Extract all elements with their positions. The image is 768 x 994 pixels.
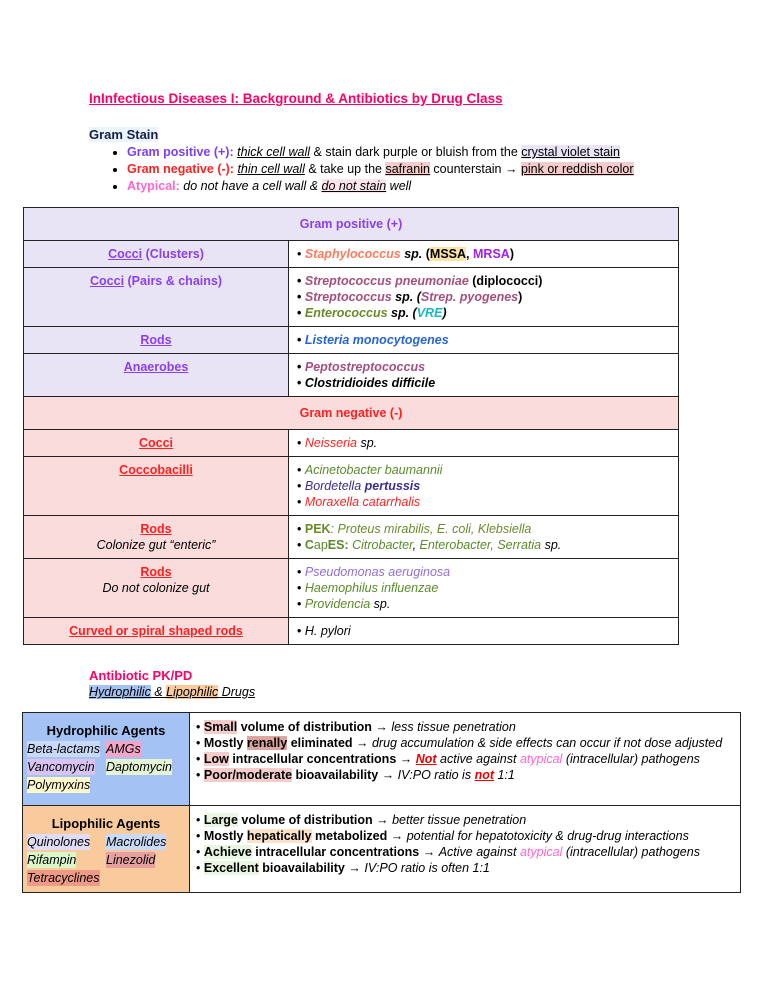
text: →	[419, 845, 439, 859]
text: Moraxella catarrhalis	[304, 495, 421, 509]
text: VRE	[416, 306, 443, 320]
table-row	[23, 713, 741, 806]
text: eliminated	[287, 736, 353, 750]
text: Listeria monocytogenes	[304, 333, 449, 347]
text: Bordetella	[304, 479, 365, 493]
list-item	[127, 144, 634, 161]
lipophilic-agents-cell	[23, 806, 190, 893]
row-label	[24, 327, 289, 354]
text: intracellular concentrations	[251, 845, 420, 859]
text: intracellular concentrations	[228, 752, 397, 766]
text: Large	[203, 813, 238, 827]
drug-list	[27, 741, 185, 793]
row-content: • PEK: Proteus mirabilis, E. coli, Klebsiella • CapES: Citrobacter, Enterobacter, Serratia sp.	[289, 516, 679, 559]
hydrophilic-agents-cell	[23, 713, 190, 806]
text: thick cell wall	[237, 145, 311, 159]
text: (Clusters)	[142, 247, 204, 261]
row-content: • Listeria monocytogenes	[289, 327, 679, 354]
pkpd-heading: Antibiotic PK/PD	[89, 668, 193, 683]
row-content: • Acinetobacter baumannii • Bordetella pertussis • Moraxella catarrhalis	[289, 457, 679, 516]
text: →	[371, 720, 392, 734]
gram-stain-heading: Gram Stain	[89, 127, 159, 142]
text: sp.	[370, 597, 391, 611]
text: well	[386, 179, 412, 193]
text: IV:PO ratio is	[397, 768, 475, 782]
text: Streptococcus	[304, 290, 392, 304]
text: Curved or spiral shaped rods	[69, 624, 243, 638]
text: (intracellular) pathogens	[562, 845, 700, 859]
table-row	[24, 241, 679, 268]
hydrophilic-title: Hydrophilic Agents	[46, 723, 166, 738]
text: active against	[436, 752, 520, 766]
text: Low	[203, 752, 229, 766]
drug: Quinolones	[27, 835, 91, 849]
text: Poor/moderate	[203, 768, 293, 782]
drug: AMGs	[106, 742, 141, 756]
text: do not have a cell wall &	[179, 179, 322, 193]
row-label	[24, 457, 289, 516]
text: →	[352, 736, 372, 750]
text: Staphylococcus	[304, 247, 401, 261]
pkpd-table	[22, 712, 741, 893]
text: Streptococcus pneumoniae	[304, 274, 469, 288]
text: Excellent	[203, 861, 259, 875]
text: Rods	[140, 522, 172, 536]
text: Clostridioides difficile	[304, 376, 436, 390]
row-label	[24, 516, 289, 559]
table-row	[24, 430, 679, 457]
text: Cocci	[108, 247, 143, 261]
label: Gram positive (+):	[127, 145, 234, 159]
text: sp. (	[387, 306, 417, 320]
gram-stain-section	[89, 127, 634, 195]
text: MSSA	[429, 247, 467, 261]
lipophilic-properties: • Large volume of distribution → better tissue penetration • Mostly hepatically metabolized → potential for hepatotoxicity & drug-drug interactions • Achieve intracellular concentrations → Active against atypical (intracellular) pathogens • Excellent bioavailability → IV:PO ratio is often 1:1	[190, 806, 741, 893]
text: potential for hepatotoxicity & drug-drug interactions	[406, 829, 689, 843]
gram-positive-header: Gram positive (+)	[24, 208, 679, 241]
text: Neisseria	[304, 436, 357, 450]
text: (	[422, 247, 430, 261]
row-label	[24, 618, 289, 645]
label: Gram negative (-):	[127, 162, 234, 176]
row-label	[24, 241, 289, 268]
text: & stain dark purple or bluish from the	[310, 145, 522, 159]
text: &	[150, 685, 167, 699]
text: sp.	[400, 247, 423, 261]
text: hepatically	[246, 829, 312, 843]
text: )	[442, 306, 447, 320]
text: →	[378, 768, 398, 782]
text: Active against	[438, 845, 520, 859]
pkpd-subheading	[89, 685, 255, 700]
table-row	[24, 618, 679, 645]
drug: Polymyxins	[27, 778, 91, 792]
row-content: • Pseudomonas aeruginosa • Haemophilus influenzae • Providencia sp.	[289, 559, 679, 618]
row-content: • H. pylori	[289, 618, 679, 645]
text: Haemophilus influenzae	[304, 581, 439, 595]
table-row	[24, 457, 679, 516]
pkpd-section	[89, 668, 255, 700]
text: pertussis	[364, 479, 421, 493]
text: less tissue penetration	[391, 720, 516, 734]
table-row	[24, 268, 679, 327]
text: Strep. pyogenes	[420, 290, 519, 304]
drug: Tetracyclines	[27, 871, 100, 885]
text: Drugs	[218, 685, 256, 699]
text: Pseudomonas aeruginosa	[304, 565, 451, 579]
text: Coccobacilli	[119, 463, 193, 477]
text: Rods	[140, 565, 172, 579]
table-row	[23, 806, 741, 893]
text: crystal violet stain	[521, 145, 620, 159]
text: ,	[412, 538, 420, 552]
table-row	[24, 327, 679, 354]
text: )	[518, 290, 523, 304]
text: (intracellular) pathogens	[562, 752, 700, 766]
text: do not stain	[321, 179, 387, 193]
text: Mostly	[203, 829, 247, 843]
text: →	[396, 752, 416, 766]
text: not	[474, 768, 494, 782]
text: Citrobacter	[348, 538, 413, 552]
text: Enterobacter, Serratia	[419, 538, 542, 552]
text: sp. (	[391, 290, 421, 304]
text: & take up the	[304, 162, 386, 176]
document-title: InInfectious Diseases I: Background & Antibiotics by Drug Class	[89, 91, 503, 106]
text: H. pylori	[304, 624, 351, 638]
text: ES:	[327, 538, 349, 552]
text: Acinetobacter baumannii	[304, 463, 443, 477]
text: Not	[415, 752, 437, 766]
text: Lipophilic	[166, 685, 219, 699]
row-content: • Staphylococcus sp. (MSSA, MRSA)	[289, 241, 679, 268]
row-label	[24, 430, 289, 457]
gram-stain-list	[89, 144, 634, 195]
drug: Rifampin	[27, 853, 77, 867]
text: IV:PO ratio is often 1:1	[364, 861, 490, 875]
text: MRSA	[473, 247, 510, 261]
text: Colonize gut “enteric”	[96, 538, 216, 552]
text: 1:1	[494, 768, 515, 782]
drug: Vancomycin	[27, 760, 95, 774]
row-content: • Neisseria sp.	[289, 430, 679, 457]
table-row	[24, 354, 679, 397]
row-label	[24, 268, 289, 327]
text: metabolized	[311, 829, 388, 843]
table-header-row	[24, 208, 679, 241]
text: (diplococci)	[468, 274, 543, 288]
hydrophilic-properties: • Small volume of distribution → less tissue penetration • Mostly renally eliminated → drug accumulation & side effects can occur if not dose adjusted • Low intracellular concentrations → Not active against atypical (intracellular) pathogens • Poor/moderate bioavailability → IV:PO ratio is not 1:1	[190, 713, 741, 806]
bacteria-table	[23, 207, 679, 645]
text: )	[509, 247, 514, 261]
table-row	[24, 516, 679, 559]
text: Cocci	[138, 436, 174, 450]
text: thin cell wall	[237, 162, 305, 176]
text: C	[304, 538, 314, 552]
text: Providencia	[304, 597, 371, 611]
text: better tissue penetration	[392, 813, 527, 827]
text: safranin	[385, 162, 430, 176]
table-header-row	[24, 397, 679, 430]
text: Small	[203, 720, 238, 734]
drug: Daptomycin	[106, 760, 172, 774]
text: bioavailability	[292, 768, 379, 782]
text: volume of distribution	[237, 720, 372, 734]
text: (Pairs & chains)	[124, 274, 222, 288]
text: pink or reddish color	[520, 162, 634, 176]
text: renally	[246, 736, 288, 750]
text: Mostly	[203, 736, 247, 750]
row-label	[24, 559, 289, 618]
text: →	[344, 861, 365, 875]
drug-list	[27, 834, 185, 886]
text: ,	[466, 247, 473, 261]
text: sp.	[541, 538, 562, 552]
text: atypical	[519, 845, 563, 859]
text: Rods	[140, 333, 172, 347]
row-label	[24, 354, 289, 397]
text: volume of distribution	[237, 813, 373, 827]
text: Enterococcus	[304, 306, 388, 320]
lipophilic-title: Lipophilic Agents	[51, 816, 161, 831]
text: →	[372, 813, 393, 827]
text: PEK	[304, 522, 331, 536]
text: Do not colonize gut	[102, 581, 210, 595]
text: bioavailability	[258, 861, 345, 875]
gram-negative-header: Gram negative (-)	[24, 397, 679, 430]
text: Cocci	[90, 274, 125, 288]
text: atypical	[519, 752, 563, 766]
list-item	[127, 161, 634, 178]
drug: Macrolides	[106, 835, 167, 849]
label: Atypical:	[127, 179, 180, 193]
row-content: • Peptostreptococcus • Clostridioides difficile	[289, 354, 679, 397]
text: Anaerobes	[123, 360, 189, 374]
drug: Beta-lactams	[27, 742, 100, 756]
text: Hydrophilic	[89, 685, 151, 699]
text: →	[387, 829, 407, 843]
text: sp.	[356, 436, 378, 450]
list-item	[127, 178, 634, 195]
text: ap	[313, 538, 328, 552]
text: Achieve	[203, 845, 252, 859]
text: : Proteus mirabilis, E. coli, Klebsiella	[330, 522, 532, 536]
text: Peptostreptococcus	[304, 360, 426, 374]
text: drug accumulation & side effects can occur if not dose adjusted	[371, 736, 723, 750]
row-content: • Streptococcus pneumoniae (diplococci) • Streptococcus sp. (Strep. pyogenes) • Enterococcus sp. (VRE)	[289, 268, 679, 327]
text: counterstain →	[429, 162, 521, 176]
table-row	[24, 559, 679, 618]
drug: Linezolid	[106, 853, 156, 867]
